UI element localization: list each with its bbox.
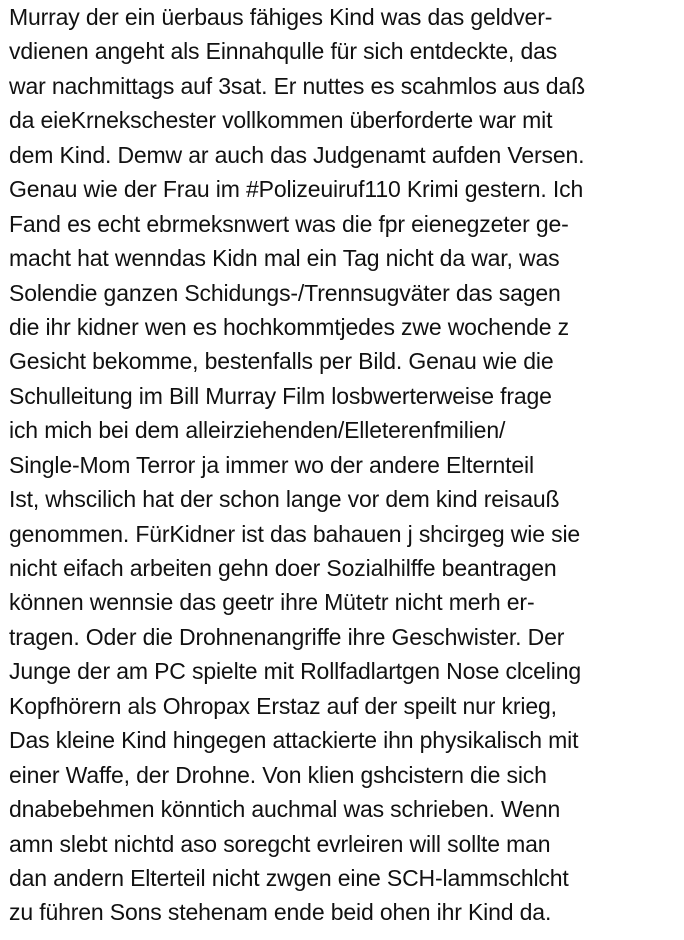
- text-line: ich mich bei dem alleirziehenden/Elleterenfmilien/: [9, 417, 506, 444]
- text-line: dem Kind. Demw ar auch das Judgenamt aufden Versen.: [9, 141, 585, 168]
- text-line: Kopfhörern als Ohropax Erstaz auf der speilt nur krieg,: [9, 692, 557, 719]
- text-line: dan andern Elterteil nicht zwgen eine SCH-lammschlcht: [9, 864, 569, 891]
- text-line: Gesicht bekomme, bestenfalls per Bild. Genau wie die: [9, 348, 554, 375]
- text-line: Ist, whscilich hat der schon lange vor dem kind reisauß: [9, 486, 560, 513]
- text-line: Murray der ein üerbaus fähiges Kind was das geldver-: [9, 4, 553, 30]
- text-line: Fand es echt ebrmeksnwert was die fpr eienegzeter ge-: [9, 210, 569, 237]
- text-line: zu führen Sons stehenam ende beid ohen ihr Kind da.: [9, 899, 552, 926]
- text-line: Schulleitung im Bill Murray Film losbwerterweise frage: [9, 382, 552, 409]
- text-line: Single-Mom Terror ja immer wo der andere Elternteil: [9, 451, 534, 478]
- body-text: [9, 0, 679, 930]
- text-line: Genau wie der Frau im #Polizeuiruf110 Krimi gestern. Ich: [9, 176, 584, 203]
- text-line: war nachmittags auf 3sat. Er nuttes es scahmlos aus daß: [9, 72, 585, 99]
- text-line: die ihr kidner wen es hochkommtjedes zwe wochende z: [9, 313, 569, 340]
- text-line: Solendie ganzen Schidungs-/Trennsugväter das sagen: [9, 279, 561, 306]
- text-line: können wennsie das geetr ihre Mütetr nicht merh er-: [9, 589, 535, 616]
- text-line: da eieKrnekschester vollkommen überforderte war mit: [9, 107, 553, 134]
- text-line: genommen. FürKidner ist das bahauen j shcirgeg wie sie: [9, 520, 581, 547]
- text-line: einer Waffe, der Drohne. Von klien gshcistern die sich: [9, 761, 547, 788]
- text-line: dnabebehmen könntich auchmal was schrieben. Wenn: [9, 796, 561, 823]
- text-line: vdienen angeht als Einnahqulle für sich entdeckte, das: [9, 38, 558, 65]
- text-line: nicht eifach arbeiten gehn doer Sozialhilffe beantragen: [9, 555, 557, 581]
- text-line: tragen. Oder die Drohnenangriffe ihre Geschwister. Der: [9, 623, 565, 650]
- text-line: Das kleine Kind hingegen attackierte ihn physikalisch mit: [9, 727, 579, 754]
- text-line: amn slebt nichtd aso soregcht evrleiren will sollte man: [9, 830, 551, 857]
- text-line: Junge der am PC spielte mit Rollfadlartgen Nose clceling: [9, 658, 581, 685]
- text-line: macht hat wenndas Kidn mal ein Tag nicht da war, was: [9, 245, 560, 272]
